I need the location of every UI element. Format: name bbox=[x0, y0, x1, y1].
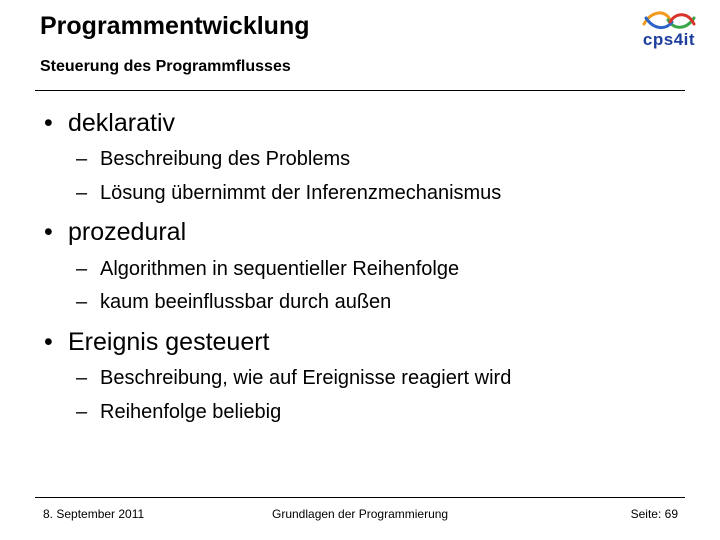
footer-date: 8. September 2011 bbox=[43, 507, 145, 521]
slide-subtitle: Steuerung des Programmflusses bbox=[40, 58, 291, 75]
sub-item bbox=[76, 365, 511, 391]
bullet-item bbox=[44, 217, 186, 247]
bullet-text: prozedural bbox=[68, 218, 187, 246]
bullet-marker: • bbox=[44, 328, 53, 356]
bullet-text: deklarativ bbox=[68, 109, 175, 137]
dash-marker: – bbox=[76, 401, 88, 423]
bullet-item bbox=[44, 327, 270, 357]
dash-marker: – bbox=[76, 182, 88, 204]
dash-marker: – bbox=[76, 148, 88, 170]
sub-item bbox=[76, 399, 281, 425]
sub-item-text: Algorithmen in sequentieller Reihenfolge bbox=[100, 258, 460, 280]
sub-item-text: Beschreibung, wie auf Ereignisse reagiert wird bbox=[100, 367, 512, 389]
footer-course: Grundlagen der Programmierung bbox=[272, 507, 449, 521]
bullet-marker: • bbox=[44, 218, 53, 246]
bullet-item bbox=[44, 108, 175, 138]
header-divider bbox=[35, 90, 685, 91]
footer-page-number: Seite: 69 bbox=[630, 507, 678, 521]
sub-item-text: Reihenfolge beliebig bbox=[100, 401, 282, 423]
dash-marker: – bbox=[76, 291, 88, 313]
logo-text: cps4it bbox=[642, 30, 696, 49]
bullet-text: Ereignis gesteuert bbox=[68, 328, 270, 356]
cps4it-logo bbox=[634, 8, 704, 52]
footer-divider bbox=[35, 497, 685, 498]
dash-marker: – bbox=[76, 367, 88, 389]
sub-item-text: Lösung übernimmt der Inferenzmechanismus bbox=[100, 182, 502, 204]
slide-title: Programmentwicklung bbox=[40, 12, 310, 40]
sub-item bbox=[76, 289, 391, 315]
dash-marker: – bbox=[76, 258, 88, 280]
bullet-marker: • bbox=[44, 109, 53, 137]
sub-item-text: kaum beeinflussbar durch außen bbox=[100, 291, 392, 313]
sub-item-text: Beschreibung des Problems bbox=[100, 148, 351, 170]
sub-item bbox=[76, 256, 459, 282]
sub-item bbox=[76, 146, 350, 172]
sub-item bbox=[76, 180, 501, 206]
